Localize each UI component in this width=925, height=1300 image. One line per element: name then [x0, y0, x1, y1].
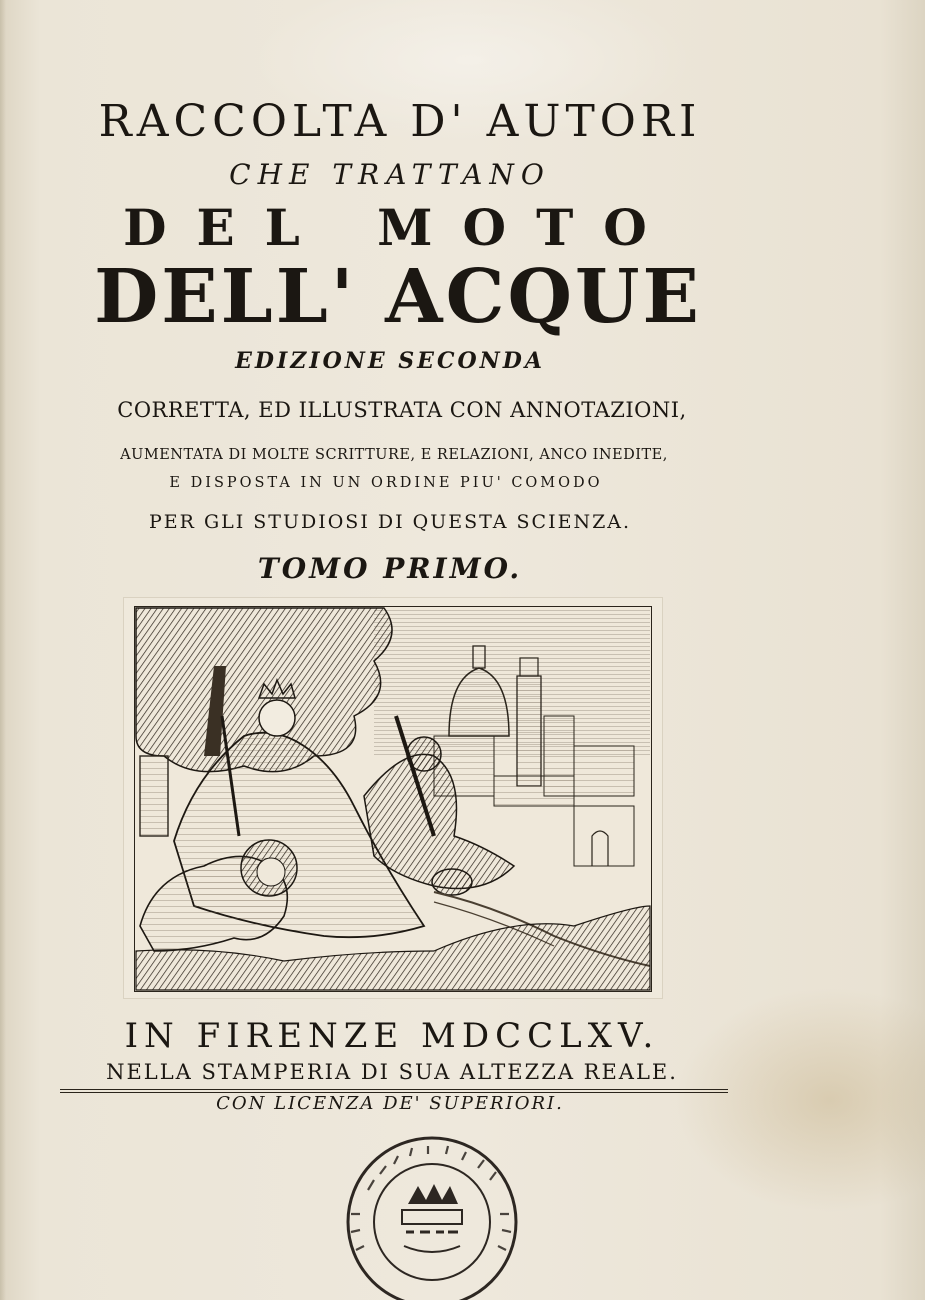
- subtitle-aumentata: AUMENTATA DI MOLTE SCRITTURE, E RELAZIONI, ANCO INEDITE,: [120, 447, 668, 463]
- subtitle-disposta: E DISPOSTA IN UN ORDINE PIU' COMODO: [169, 475, 603, 491]
- subtitle-per-gli-studiosi: PER GLI STUDIOSI DI QUESTA SCIENZA.: [148, 511, 632, 533]
- engraving-illustration: [124, 598, 662, 998]
- title-line-che-trattano: CHE TRATTANO: [229, 158, 551, 191]
- library-stamp: [338, 1134, 526, 1300]
- subtitle-corretta: CORRETTA, ED ILLUSTRATA CON ANNOTAZIONI,: [117, 398, 687, 422]
- engraving-picture: [134, 606, 652, 992]
- imprint-place-year: IN FIRENZE MDCCLXV.: [124, 1016, 660, 1056]
- imprint-printer: NELLA STAMPERIA DI SUA ALTEZZA REALE.: [106, 1060, 678, 1084]
- title-line-dell-acque: DELL' ACQUE: [94, 254, 702, 340]
- title-line-raccolta: RACCOLTA D' AUTORI: [98, 96, 702, 147]
- library-stamp-seal: [338, 1134, 526, 1300]
- volume-label: TOMO PRIMO.: [257, 552, 523, 585]
- edition-line: EDIZIONE SECONDA: [235, 348, 545, 374]
- imprint-license: CON LICENZA DE' SUPERIORI.: [216, 1093, 564, 1114]
- title-line-del-moto: DEL MOTO: [123, 198, 677, 257]
